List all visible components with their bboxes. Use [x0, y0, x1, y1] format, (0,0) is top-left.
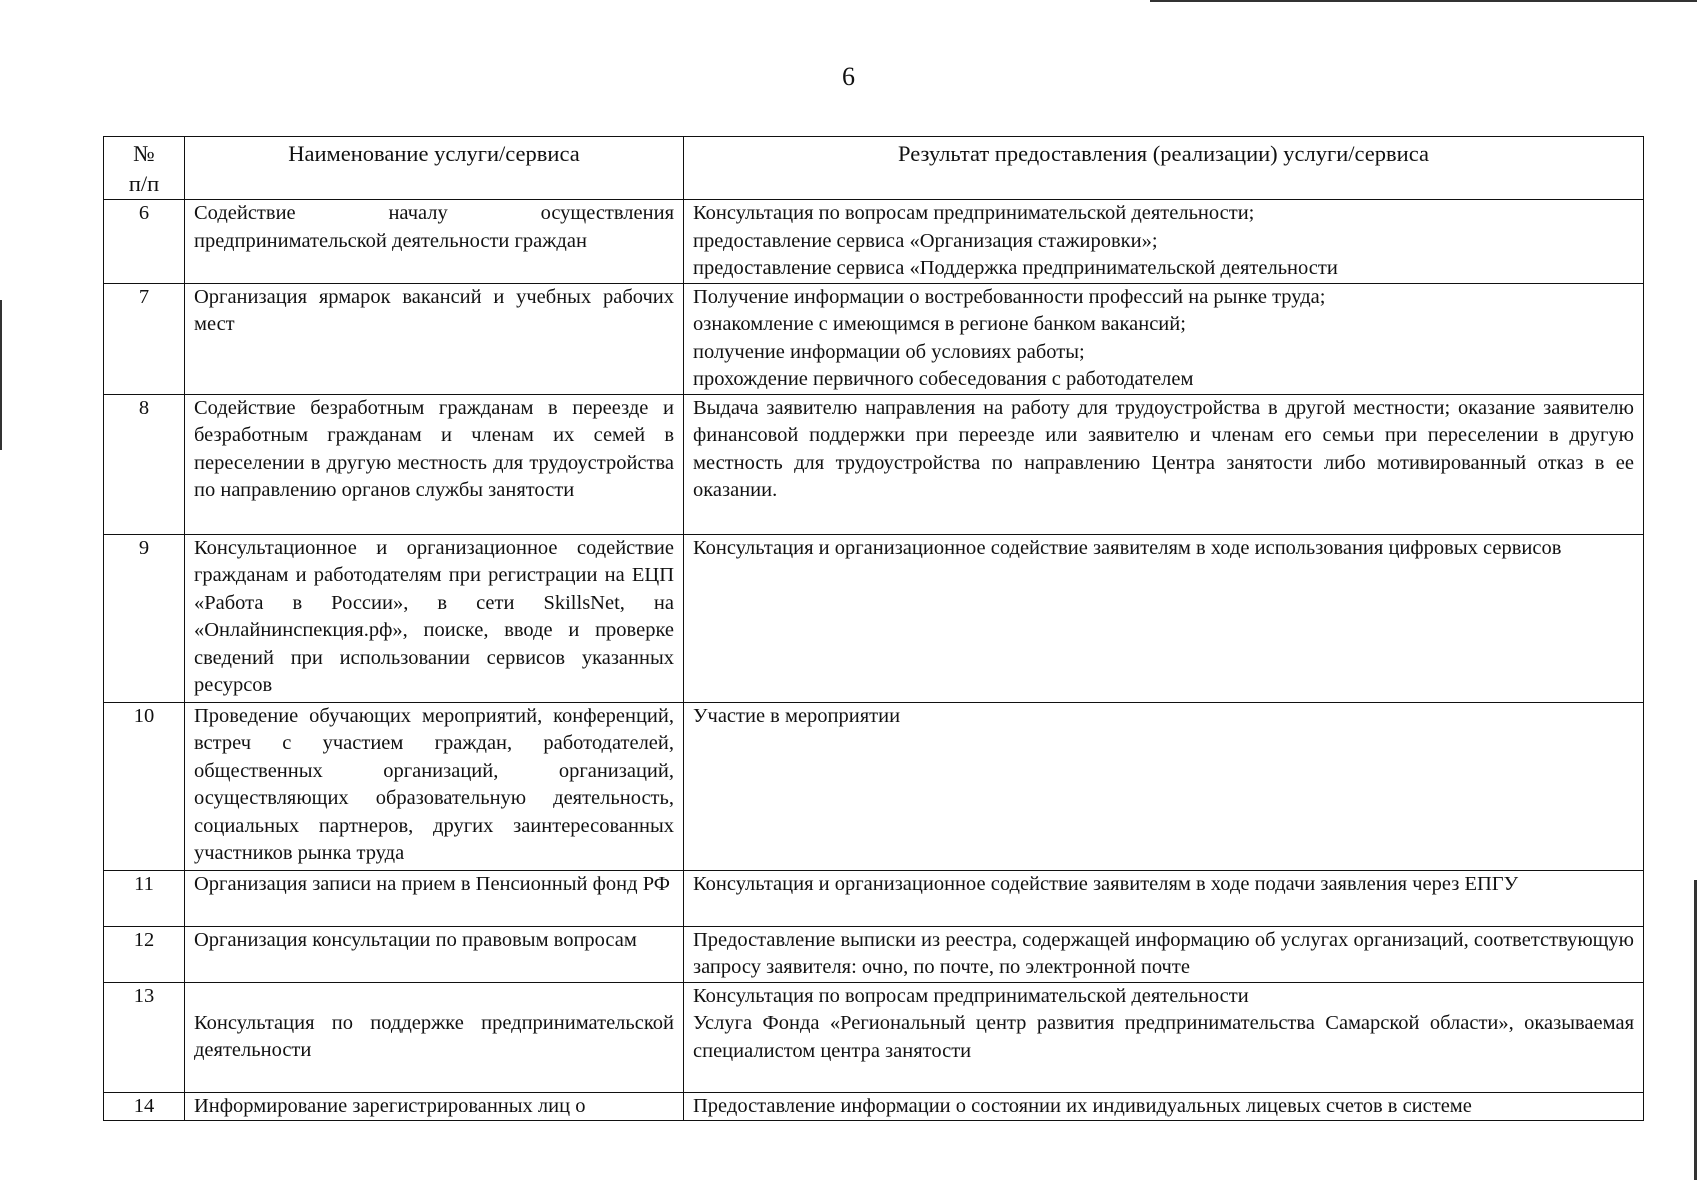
- result-line: Консультация по вопросам предпринимательской деятельности: [693, 984, 1249, 1007]
- service-name-text: Консультация по поддержке предпринимательской деятельности: [194, 1011, 674, 1061]
- row-number: 12: [104, 926, 185, 982]
- header-number-abbrev: п/п: [128, 171, 160, 196]
- table-row: [104, 982, 1644, 1092]
- result-line: предоставление сервиса «Организация стажировки»;: [693, 229, 1158, 252]
- row-number: 9: [104, 534, 185, 702]
- table-row: [104, 702, 1644, 870]
- scan-edge-line-top: [1150, 0, 1697, 2]
- table-row: [104, 1092, 1644, 1121]
- header-service-result: Результат предоставления (реализации) услуги/сервиса: [684, 137, 1644, 200]
- table-row: [104, 394, 1644, 534]
- table-row: [104, 283, 1644, 394]
- result-line: Выдача заявителю направления на работу для трудоустройства в другой местности; оказание заявителю финансовой поддержки при переезде или заявителю и членам его семьи при переселении в другую местность для трудоустройства по направлению Центра занятости либо мотивированный отказ в ее оказании.: [693, 396, 1634, 501]
- result-line: Участие в мероприятии: [693, 704, 901, 727]
- service-result: [684, 702, 1644, 870]
- result-line: Предоставление выписки из реестра, содержащей информацию об услугах организаций, соответствующую запросу заявителя: очно, по почте, по электронной почте: [693, 928, 1634, 978]
- row-number: 7: [104, 283, 185, 394]
- table-row: [104, 534, 1644, 702]
- service-name: Организация ярмарок вакансий и учебных рабочих мест: [185, 283, 684, 394]
- service-name: Проведение обучающих мероприятий, конференций, встреч с участием граждан, работодателей, общественных организаций, организаций, осуществляющих образовательную деятельность, социальных партнеров, других заинтересованных участников рынка труда: [185, 702, 684, 870]
- table-header-row: [104, 137, 1644, 200]
- result-line: получение информации об условиях работы;: [693, 340, 1085, 363]
- row-number: 13: [104, 982, 185, 1092]
- header-number: [104, 137, 185, 200]
- table-row: [104, 200, 1644, 284]
- service-result: [684, 200, 1644, 284]
- service-name: Информирование зарегистрированных лиц о: [185, 1092, 684, 1121]
- service-result: [684, 394, 1644, 534]
- service-name: Содействие началу осуществления предпринимательской деятельности граждан: [185, 200, 684, 284]
- row-number: 10: [104, 702, 185, 870]
- table-row: [104, 870, 1644, 926]
- service-name: [185, 982, 684, 1092]
- page-number: 6: [842, 62, 855, 91]
- result-line: ознакомление с имеющимся в регионе банком вакансий;: [693, 313, 1186, 335]
- service-result: [684, 870, 1644, 926]
- scan-edge-line-left: [0, 300, 2, 450]
- row-number: 14: [104, 1092, 185, 1121]
- service-name: Организация записи на прием в Пенсионный фонд РФ: [185, 870, 684, 926]
- header-number-symbol: №: [133, 141, 155, 166]
- header-service-name: Наименование услуги/сервиса: [185, 137, 684, 200]
- service-result: [684, 534, 1644, 702]
- table-row: [104, 926, 1644, 982]
- services-table: [103, 136, 1644, 1121]
- row-number: 6: [104, 200, 185, 284]
- result-line: Получение информации о востребованности профессий на рынке труда;: [693, 285, 1326, 308]
- service-result: [684, 1092, 1644, 1121]
- result-line: прохождение первичного собеседования с работодателем: [693, 368, 1194, 390]
- service-name: Содействие безработным гражданам в переезде и безработным гражданам и членам их семей в переселении в другую местность для трудоустройства по направлению органов службы занятости: [185, 394, 684, 534]
- service-name: Консультационное и организационное содействие гражданам и работодателям при регистрации на ЕЦП «Работа в России», в сети SkillsNet, на «Онлайнинспекция.рф», поиске, вводе и проверке сведений при использовании сервисов указанных ресурсов: [185, 534, 684, 702]
- result-line: Предоставление информации о состоянии их индивидуальных лицевых счетов в системе: [693, 1094, 1472, 1117]
- result-line: предоставление сервиса «Поддержка предпринимательской деятельности: [693, 257, 1338, 279]
- result-line: Консультация и организационное содействие заявителям в ходе использования цифровых сервисов: [693, 536, 1562, 559]
- row-number: 8: [104, 394, 185, 534]
- service-name: Организация консультации по правовым вопросам: [185, 926, 684, 982]
- result-line: Консультация по вопросам предпринимательской деятельности;: [693, 202, 1255, 224]
- result-line: Консультация и организационное содействие заявителям в ходе подачи заявления через ЕПГУ: [693, 872, 1519, 895]
- service-result: [684, 982, 1644, 1092]
- result-line: Услуга Фонда «Региональный центр развития предпринимательства Самарской области», оказываемая специалистом центра занятости: [693, 1012, 1634, 1062]
- service-result: [684, 283, 1644, 394]
- row-number: 11: [104, 870, 185, 926]
- service-result: [684, 926, 1644, 982]
